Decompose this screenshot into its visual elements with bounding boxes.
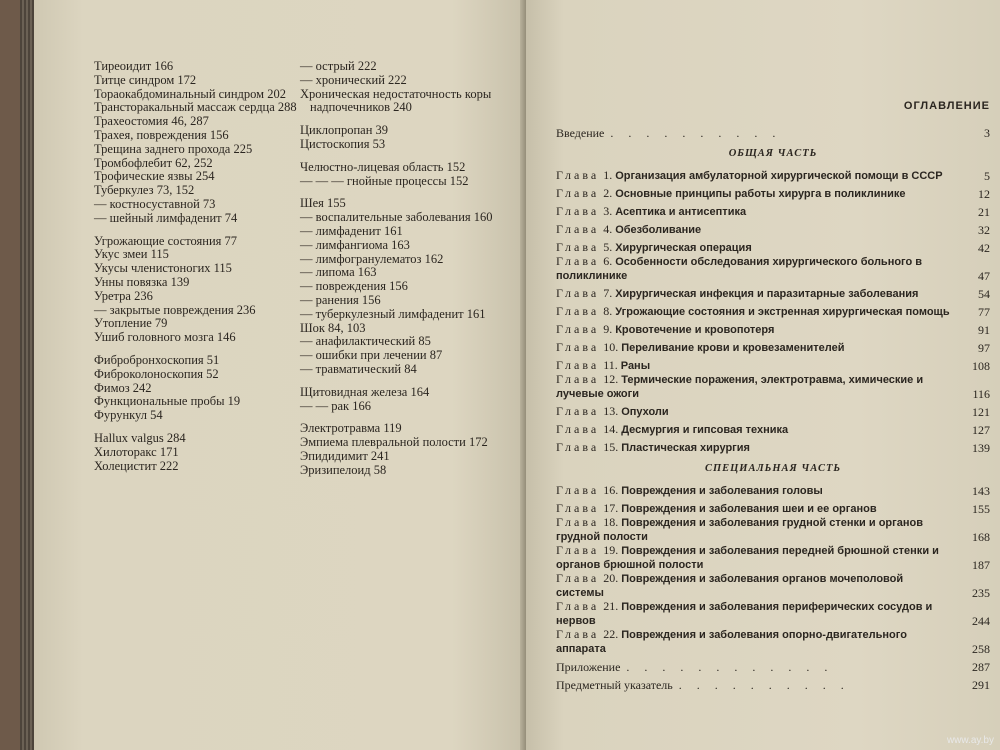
toc-chapter-page: 121 — [972, 405, 990, 419]
toc-chapter-word: Глава — [556, 358, 600, 372]
toc-chapter-title: Повреждения и заболевания периферических сосудов и нервов — [556, 601, 933, 627]
index-entry: Функциональные пробы 19 — [94, 394, 241, 409]
index-entry: — анафилактический 85 — [300, 334, 431, 349]
index-entry: — костносуставной 73 — [94, 196, 216, 211]
toc-chapter-row — [556, 219, 990, 237]
toc-chapter-number: 20. — [603, 571, 619, 585]
index-entry: Щитовидная железа 164 — [300, 384, 430, 399]
toc-chapter-word: Глава — [556, 483, 600, 497]
index-entry: — хронический 222 — [300, 72, 407, 87]
toc-chapter-number: 21. — [603, 599, 619, 613]
toc-chapter-number: 11. — [603, 358, 618, 372]
index-entry: — липома 163 — [300, 265, 377, 280]
toc-chapter-row — [556, 337, 990, 355]
toc-chapter-row — [556, 401, 990, 419]
toc-chapter-word: Глава — [556, 340, 600, 354]
index-entry: Хилоторакс 171 — [94, 444, 179, 459]
toc-chapter-page: 97 — [978, 341, 990, 355]
toc-chapter-title: Асептика и антисептика — [615, 206, 747, 218]
toc-subject-index: Предметный указатель . . . . . . . . . . 291 — [556, 678, 990, 692]
watermark: www.ay.by — [946, 735, 994, 746]
index-entry: Эризипелоид 58 — [300, 462, 387, 477]
index-entry: Уретра 236 — [94, 288, 153, 303]
right-page-contents — [526, 0, 1000, 750]
index-entry: Титце синдром 172 — [94, 72, 197, 87]
toc-chapter-word: Глава — [556, 515, 600, 529]
toc-appendix: Приложение . . . . . . . . . . . . 287 — [556, 660, 990, 674]
toc-chapter-page: 32 — [978, 223, 990, 237]
toc-chapter-title: Десмургия и гипсовая техника — [621, 424, 789, 436]
index-entry: — лимфогранулематоз 162 — [300, 251, 444, 266]
table-of-contents — [556, 100, 990, 692]
toc-chapter-page: 5 — [984, 169, 990, 183]
index-entry: Трансторакальный массаж сердца 288 — [94, 100, 297, 115]
toc-chapter-row — [556, 183, 990, 201]
index-entry: Тромбофлебит 62, 252 — [94, 155, 213, 170]
toc-chapter-page: 235 — [972, 586, 990, 600]
index-entry: Шок 84, 103 — [300, 320, 366, 335]
toc-chapter-number: 18. — [603, 515, 619, 529]
toc-chapter-page: 244 — [972, 614, 990, 628]
index-column-2 — [300, 60, 522, 478]
toc-chapter-number: 4. — [603, 222, 613, 236]
toc-chapter-row — [556, 516, 990, 544]
index-entry: — туберкулезный лимфаденит 161 — [300, 306, 486, 321]
open-book — [20, 0, 1000, 750]
toc-chapter-page: 168 — [972, 530, 990, 544]
index-entry: Hallux valgus 284 — [94, 430, 186, 445]
index-entry: — — рак 166 — [300, 398, 371, 413]
toc-chapter-row — [556, 255, 990, 283]
toc-appendix-label: Приложение — [556, 660, 621, 674]
index-entry: Трофические язвы 254 — [94, 169, 215, 184]
index-entry: — шейный лимфаденит 74 — [94, 210, 238, 225]
index-entry: Укус змеи 115 — [94, 247, 169, 262]
left-page-index — [34, 0, 526, 750]
toc-intro: Введение . . . . . . . . . . 3 — [556, 126, 990, 140]
index-entry: Трахея, повреждения 156 — [94, 127, 229, 142]
index-column-1 — [94, 60, 297, 473]
index-entry: — травматический 84 — [300, 361, 417, 376]
toc-chapter-word: Глава — [556, 168, 600, 182]
toc-chapter-page: 91 — [978, 323, 990, 337]
toc-chapter-page: 108 — [972, 359, 990, 373]
index-entry: Электротравма 119 — [300, 421, 402, 436]
toc-chapter-number: 15. — [603, 440, 619, 454]
toc-chapter-page: 258 — [972, 642, 990, 656]
toc-chapter-page: 42 — [978, 241, 990, 255]
toc-chapter-title: Особенности обследования хирургического больного в поликлинике — [556, 256, 923, 282]
toc-chapter-row — [556, 498, 990, 516]
toc-intro-label: Введение — [556, 126, 605, 140]
toc-chapter-number: 19. — [603, 543, 619, 557]
toc-chapter-title: Обезболивание — [615, 224, 702, 236]
toc-chapter-word: Глава — [556, 501, 600, 515]
toc-chapter-word: Глава — [556, 322, 600, 336]
toc-chapter-row — [556, 373, 990, 401]
toc-chapter-title: Хирургическая операция — [615, 242, 752, 254]
index-entry: Ушиб головного мозга 146 — [94, 330, 236, 345]
toc-chapter-row — [556, 480, 990, 498]
toc-chapter-title: Опухоли — [621, 406, 669, 418]
toc-chapter-title: Повреждения и заболевания опорно-двигательного аппарата — [556, 629, 907, 655]
index-entry: Шея 155 — [300, 196, 346, 211]
index-entry: Фибробронхоскопия 51 — [94, 352, 220, 367]
toc-chapter-page: 12 — [978, 187, 990, 201]
index-entry: — — — гнойные процессы 152 — [300, 173, 469, 188]
toc-chapter-page: 155 — [972, 502, 990, 516]
index-entry: Трещина заднего прохода 225 — [94, 141, 253, 156]
toc-chapter-page: 47 — [978, 269, 990, 283]
toc-chapter-row — [556, 283, 990, 301]
toc-chapter-number: 9. — [603, 322, 613, 336]
index-entry: Угрожающие состояния 77 — [94, 233, 238, 248]
toc-chapter-word: Глава — [556, 627, 600, 641]
index-entry: Фимоз 242 — [94, 380, 152, 395]
toc-chapter-row — [556, 237, 990, 255]
toc-chapters-general — [556, 165, 990, 455]
index-entry: Эмпиема плевральной полости 172 — [300, 435, 488, 450]
toc-chapter-number: 13. — [603, 404, 619, 418]
toc-appendix-page: 287 — [972, 660, 990, 674]
toc-chapter-page: 54 — [978, 287, 990, 301]
toc-chapter-title: Переливание крови и кровезаменителей — [621, 342, 845, 354]
toc-chapter-title: Повреждения и заболевания головы — [621, 485, 823, 497]
index-entry: Эпидидимит 241 — [300, 448, 390, 463]
toc-chapter-number: 12. — [603, 372, 619, 386]
index-entry: Циклопропан 39 — [300, 123, 389, 138]
toc-section-special: СПЕЦИАЛЬНАЯ ЧАСТЬ — [704, 463, 842, 474]
index-entry: Тиреоидит 166 — [94, 59, 174, 73]
toc-chapter-row — [556, 572, 990, 600]
index-entry: Унны повязка 139 — [94, 274, 190, 289]
toc-chapter-page: 77 — [978, 305, 990, 319]
toc-chapter-row — [556, 437, 990, 455]
toc-chapter-number: 2. — [603, 186, 613, 200]
toc-chapter-word: Глава — [556, 286, 600, 300]
toc-chapter-title: Угрожающие состояния и экстренная хирургическая помощь — [615, 306, 950, 318]
toc-chapter-title: Термические поражения, электротравма, химические и лучевые ожоги — [556, 374, 924, 400]
toc-chapter-page: 139 — [972, 441, 990, 455]
toc-chapter-title: Основные принципы работы хирурга в поликлинике — [615, 188, 906, 200]
index-entry: — лимфангиома 163 — [300, 237, 410, 252]
toc-chapter-page: 143 — [972, 484, 990, 498]
toc-chapter-row — [556, 600, 990, 628]
toc-chapter-row — [556, 544, 990, 572]
toc-chapter-title: Повреждения и заболевания грудной стенки и органов грудной полости — [556, 517, 923, 543]
toc-chapter-title: Организация амбулаторной хирургической помощи в СССР — [615, 170, 943, 182]
toc-chapter-title: Пластическая хирургия — [621, 442, 750, 454]
toc-chapter-word: Глава — [556, 222, 600, 236]
index-entry: Укусы членистоногих 115 — [94, 261, 232, 276]
toc-chapter-word: Глава — [556, 186, 600, 200]
index-entry: Тораокабдоминальный синдром 202 — [94, 86, 286, 101]
toc-chapter-row — [556, 355, 990, 373]
toc-chapter-row — [556, 628, 990, 656]
toc-section-general: ОБЩАЯ ЧАСТЬ — [728, 148, 818, 159]
index-entry: — закрытые повреждения 236 — [94, 302, 256, 317]
index-entry: Цистоскопия 53 — [300, 136, 386, 151]
toc-chapter-title: Кровотечение и кровопотеря — [615, 324, 775, 336]
index-entry: — лимфаденит 161 — [300, 223, 403, 238]
toc-chapter-row — [556, 301, 990, 319]
toc-chapter-title: Повреждения и заболевания шеи и ее органов — [621, 503, 877, 515]
index-entry: Хроническая недостаточность коры надпочечников 240 — [300, 86, 492, 115]
toc-chapter-page: 116 — [972, 387, 990, 401]
toc-chapter-word: Глава — [556, 372, 600, 386]
toc-chapter-page: 187 — [972, 558, 990, 572]
toc-chapter-number: 22. — [603, 627, 619, 641]
toc-chapter-number: 3. — [603, 204, 613, 218]
toc-intro-page: 3 — [984, 126, 990, 140]
index-entry: Челюстно-лицевая область 152 — [300, 159, 466, 174]
toc-chapter-number: 7. — [603, 286, 613, 300]
index-entry: Холецистит 222 — [94, 458, 179, 473]
toc-chapter-word: Глава — [556, 571, 600, 585]
toc-chapter-word: Глава — [556, 440, 600, 454]
toc-chapter-number: 16. — [603, 483, 619, 497]
toc-chapter-page: 21 — [978, 205, 990, 219]
toc-chapter-row — [556, 201, 990, 219]
index-entry: — повреждения 156 — [300, 279, 408, 294]
toc-chapter-word: Глава — [556, 254, 600, 268]
toc-chapter-word: Глава — [556, 543, 600, 557]
toc-chapter-word: Глава — [556, 404, 600, 418]
toc-chapter-row — [556, 165, 990, 183]
index-entry: Трахеостомия 46, 287 — [94, 114, 209, 129]
toc-chapter-page: 127 — [972, 423, 990, 437]
toc-chapter-word: Глава — [556, 204, 600, 218]
toc-chapter-word: Глава — [556, 599, 600, 613]
toc-subject-index-page: 291 — [972, 678, 990, 692]
index-entry: Туберкулез 73, 152 — [94, 183, 195, 198]
toc-chapter-row — [556, 419, 990, 437]
toc-chapter-title: Хирургическая инфекция и паразитарные заболевания — [615, 288, 919, 300]
index-entry: — ошибки при лечении 87 — [300, 348, 443, 363]
toc-chapter-number: 8. — [603, 304, 613, 318]
index-entry: Фурункул 54 — [94, 408, 163, 423]
toc-chapter-word: Глава — [556, 422, 600, 436]
toc-chapter-row — [556, 319, 990, 337]
toc-chapter-number: 6. — [603, 254, 613, 268]
toc-chapter-word: Глава — [556, 240, 600, 254]
toc-subject-index-label: Предметный указатель — [556, 678, 673, 692]
index-entry: — воспалительные заболевания 160 — [300, 210, 493, 225]
toc-title: ОГЛАВЛЕНИЕ — [903, 100, 990, 112]
toc-chapter-number: 1. — [603, 168, 613, 182]
toc-chapter-title: Раны — [620, 360, 651, 372]
toc-chapter-number: 14. — [603, 422, 619, 436]
toc-chapter-number: 10. — [603, 340, 619, 354]
index-entry: — ранения 156 — [300, 292, 381, 307]
toc-chapter-word: Глава — [556, 304, 600, 318]
index-entry: Фиброколоноскопия 52 — [94, 366, 219, 381]
toc-chapters-special — [556, 480, 990, 656]
toc-chapter-number: 17. — [603, 501, 619, 515]
toc-chapter-number: 5. — [603, 240, 613, 254]
toc-chapter-title: Повреждения и заболевания органов мочеполовой системы — [556, 573, 904, 599]
index-entry: — острый 222 — [300, 59, 377, 73]
index-entry: Утопление 79 — [94, 316, 168, 331]
toc-chapter-title: Повреждения и заболевания передней брюшной стенки и органов брюшной полости — [556, 545, 939, 571]
